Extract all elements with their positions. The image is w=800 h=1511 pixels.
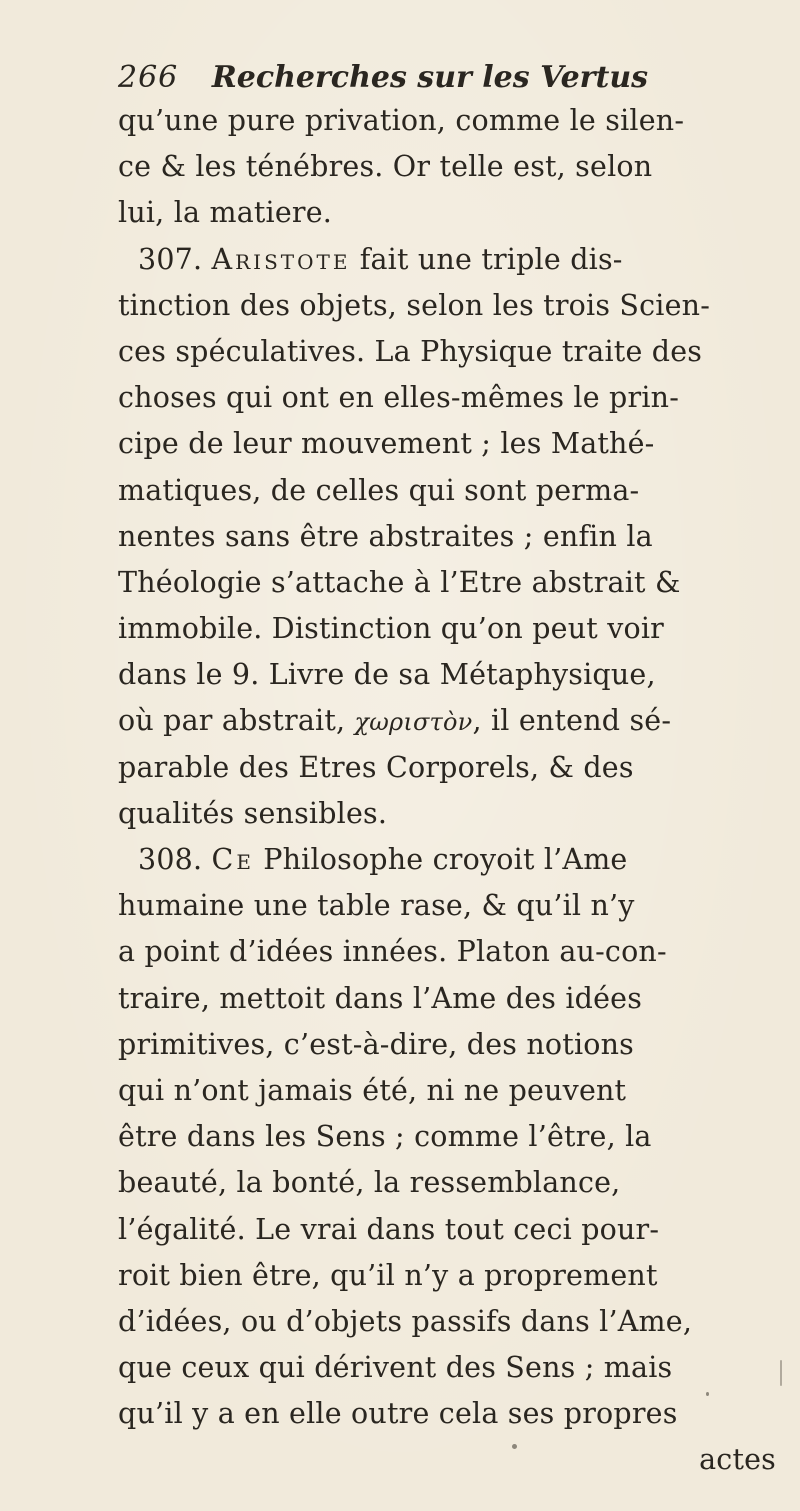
author-name: Aristote: [211, 242, 351, 276]
text-line: choses qui ont en elles-mêmes le prin-: [118, 381, 680, 415]
text-line: humaine une table rase, & qu’il n’y: [118, 889, 635, 923]
catchword: actes: [699, 1443, 776, 1477]
text-line: tinction des objets, selon les trois Scien-: [118, 288, 711, 322]
text-line: qu’il y a en elle outre cela ses propres: [118, 1397, 678, 1431]
running-header: [118, 58, 718, 98]
paragraph-number: 308.: [138, 843, 203, 876]
paragraph-308-start: [118, 837, 778, 883]
text-line: qui n’ont jamais été, ni ne peuvent: [118, 1073, 627, 1107]
text-line: que ceux qui dérivent des Sens ; mais: [118, 1351, 673, 1385]
text-line: lui, la matiere.: [118, 196, 333, 230]
opening-word: Ce: [211, 843, 254, 876]
paragraph-number: 307.: [138, 242, 203, 276]
text-fragment: où par abstrait,: [118, 704, 355, 738]
paragraph-307-start: [118, 237, 778, 283]
text-line: parable des Etres Corporels, & des: [118, 750, 634, 784]
paper-speck: [780, 1360, 782, 1386]
text-line: cipe de leur mouvement ; les Mathé-: [118, 427, 655, 461]
text-line: matiques, de celles qui sont perma-: [118, 473, 640, 507]
text-line: roit bien être, qu’il n’y a proprement: [118, 1258, 658, 1292]
text-line: l’égalité. Le vrai dans tout ceci pour-: [118, 1212, 660, 1246]
text-line: qualités sensibles.: [118, 796, 388, 830]
paper-speck: [706, 1392, 709, 1396]
page-number: 266: [118, 60, 179, 95]
body-text: [118, 98, 778, 1484]
text-fragment: , il entend sé-: [472, 704, 672, 738]
paper-speck: [512, 1444, 517, 1449]
text-line: beauté, la bonté, la ressemblance,: [118, 1166, 621, 1200]
text-line: nentes sans être abstraites ; enfin la: [118, 519, 653, 553]
text-line: a point d’idées innées. Platon au-con-: [118, 935, 667, 969]
text-line-greek: [118, 698, 778, 744]
text-line: qu’une pure privation, comme le silen-: [118, 104, 685, 137]
text-line: immobile. Distinction qu’on peut voir: [118, 612, 665, 646]
text-line: ce & les ténébres. Or telle est, selon: [118, 150, 653, 184]
running-title: Recherches sur les Vertus: [211, 60, 649, 95]
text-fragment: Philosophe croyoit l’Ame: [253, 843, 628, 876]
text-line: d’idées, ou d’objets passifs dans l’Ame,: [118, 1304, 693, 1338]
text-line: dans le 9. Livre de sa Métaphysique,: [118, 658, 656, 692]
text-line: Théologie s’attache à l’Etre abstrait &: [118, 565, 681, 599]
text-line: primitives, c’est-à-dire, des notions: [118, 1027, 635, 1061]
text-line: ces spéculatives. La Physique traite des: [118, 334, 703, 368]
text-fragment: fait une triple dis-: [350, 242, 623, 276]
greek-word: χωριστὸν: [354, 708, 473, 737]
text-line: être dans les Sens ; comme l’être, la: [118, 1120, 652, 1154]
text-line: traire, mettoit dans l’Ame des idées: [118, 981, 643, 1015]
